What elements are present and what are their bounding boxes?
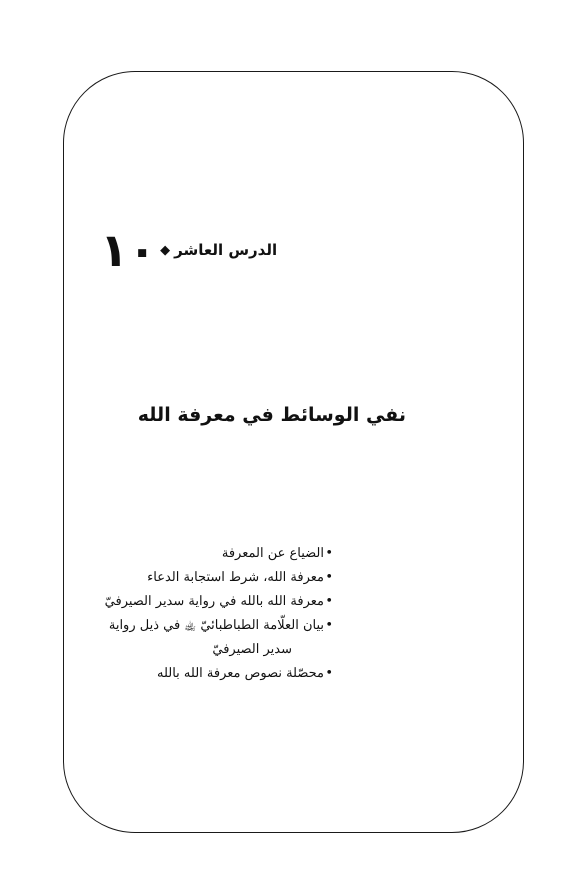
topic-text-continuation: سدير الصيرفيّ <box>212 642 292 657</box>
topic-item <box>43 566 333 590</box>
topic-text: الضياع عن المعرفة <box>221 546 324 561</box>
lesson-number: ١٠ <box>100 223 157 277</box>
topics-list <box>43 542 333 686</box>
diamond-icon: ◆ <box>160 242 171 258</box>
topic-item <box>43 542 333 566</box>
lesson-label: الدرس العاشر <box>174 241 278 259</box>
lesson-title: نفي الوسائط في معرفة الله <box>137 404 406 426</box>
topic-text: بيان العلّامة الطباطبائيّ ﵀ في ذيل رواية <box>108 618 324 633</box>
topic-text: معرفة الله، شرط استجابة الدعاء <box>147 570 324 585</box>
topic-item <box>43 614 333 662</box>
topic-item <box>43 590 333 614</box>
page-border-frame <box>63 71 524 833</box>
topic-text: معرفة الله بالله في رواية سدير الصيرفيّ <box>104 594 324 609</box>
lesson-header <box>100 220 400 280</box>
topic-text: محصّلة نصوص معرفة الله بالله <box>156 666 324 681</box>
topic-item <box>43 662 333 686</box>
